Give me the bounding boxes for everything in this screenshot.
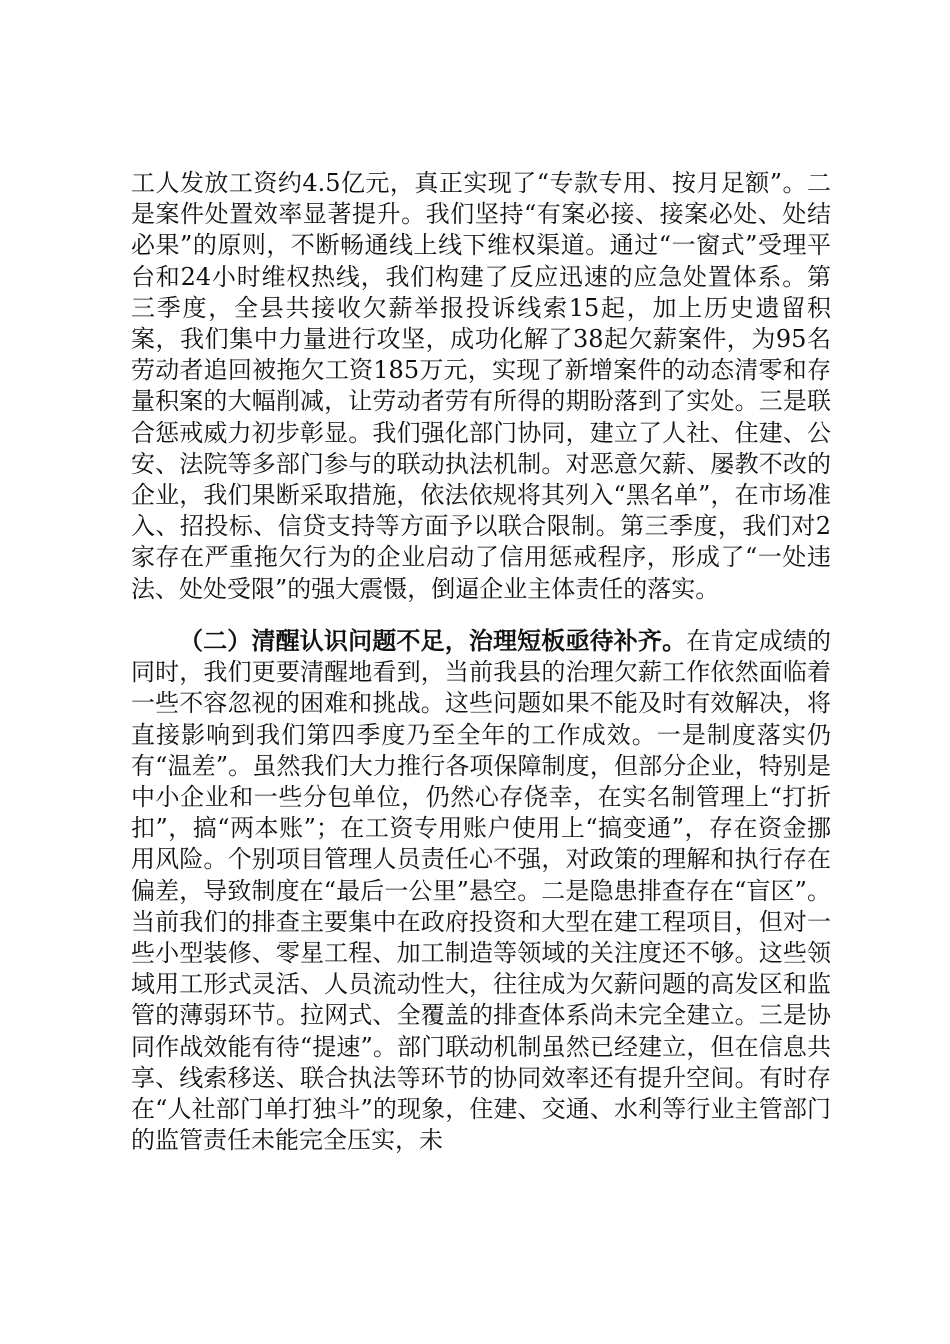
section-heading: （二）清醒认识问题不足，治理短板亟待补齐。 [179,626,687,655]
body-paragraph-1: 工人发放工资约4.5亿元，真正实现了“专款专用、按月足额”。二是案件处置效率显著提升。我们坚持“有案必接、接案必处、处结必果”的原则，不断畅通线上线下维权渠道。通过“一窗式”受理平台和24小时维权热线，我们构建了反应迅速的应急处置体系。第三季度，全县共接收欠薪举报投诉线索15起，加上历史遗留积案，我们集中力量进行攻坚，成功化解了38起欠薪案件，为95名劳动者追回被拖欠工资185万元，实现了新增案件的动态清零和存量积案的大幅削减，让劳动者劳有所得的期盼落到了实处。三是联合惩戒威力初步彰显。我们强化部门协同，建立了人社、住建、公安、法院等多部门参与的联动执法机制。对恶意欠薪、屡教不改的企业，我们果断采取措施，依法依规将其列入“黑名单”，在市场准入、招投标、信贷支持等方面予以联合限制。第三季度，我们对2家存在严重拖欠行为的企业启动了信用惩戒程序，形成了“一处违法、处处受限”的强大震慑，倒逼企业主体责任的落实。 [131,169,831,603]
body-paragraph-2 [131,625,831,1156]
body-paragraph-2-text: 在肯定成绩的同时，我们更要清醒地看到，当前我县的治理欠薪工作依然面临着一些不容忽视的困难和挑战。这些问题如果不能及时有效解决，将直接影响到我们第四季度乃至全年的工作成效。一是制度落实仍有“温差”。虽然我们大力推行各项保障制度，但部分企业，特别是中小企业和一些分包单位，仍然心存侥幸，在实名制管理上“打折扣”，搞“两本账”；在工资专用账户使用上“搞变通”，存在资金挪用风险。个别项目管理人员责任心不强，对政策的理解和执行存在偏差，导致制度在“最后一公里”悬空。二是隐患排查存在“盲区”。当前我们的排查主要集中在政府投资和大型在建工程项目，但对一些小型装修、零星工程、加工制造等领域的关注度还不够。这些领域用工形式灵活、人员流动性大，往往成为欠薪问题的高发区和监管的薄弱环节。拉网式、全覆盖的排查体系尚未完全建立。三是协同作战效能有待“提速”。部门联动机制虽然已经建立，但在信息共享、线索移送、联合执法等环节的协同效率还有提升空间。有时存在“人社部门单打独斗”的现象，住建、交通、水利等行业主管部门的监管责任未能完全压实，未 [131,627,832,1155]
